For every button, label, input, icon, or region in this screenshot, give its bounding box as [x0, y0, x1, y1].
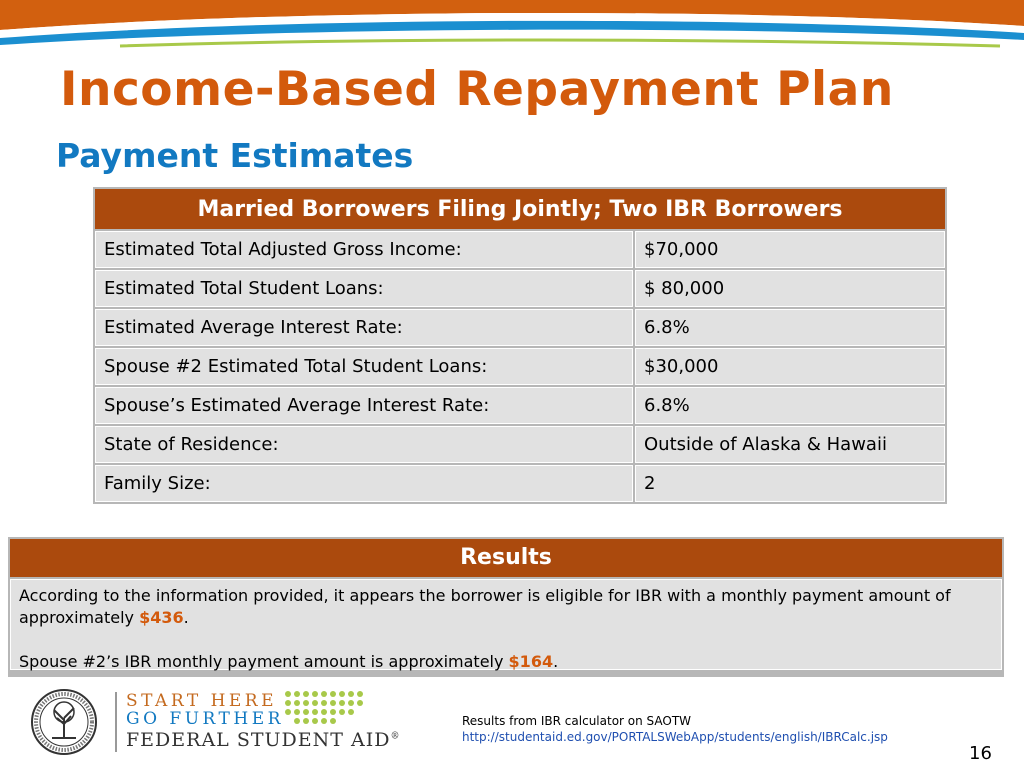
row-label: Family Size: [95, 465, 633, 502]
borrower-payment-amount: $436 [139, 608, 184, 627]
row-value: $30,000 [635, 348, 945, 385]
row-value: $ 80,000 [635, 270, 945, 307]
row-label: Spouse #2 Estimated Total Student Loans: [95, 348, 633, 385]
slide-title: Income-Based Repayment Plan [60, 62, 894, 117]
source-label: Results from IBR calculator on SAOTW [462, 714, 692, 728]
row-label: Estimated Total Student Loans: [95, 270, 633, 307]
page-number: 16 [969, 743, 992, 764]
table-row [95, 348, 945, 385]
results-line2-text: Spouse #2’s IBR monthly payment amount is approximately [19, 652, 509, 671]
results-line-borrower [19, 585, 993, 629]
table-row [95, 426, 945, 463]
row-label: Spouse’s Estimated Average Interest Rate: [95, 387, 633, 424]
results-line1-text: According to the information provided, it appears the borrower is eligible for IBR with a monthly payment amount of approximately [19, 586, 951, 627]
table-row [95, 309, 945, 346]
source-note [462, 713, 888, 745]
registered-mark: ® [390, 731, 401, 742]
department-of-education-seal-icon [30, 688, 98, 756]
logo-federal-student-aid [126, 729, 400, 751]
slide-subtitle: Payment Estimates [56, 136, 414, 175]
top-banner [0, 0, 1024, 50]
table-row [95, 465, 945, 502]
row-label: Estimated Total Adjusted Gross Income: [95, 231, 633, 268]
results-line-spouse [19, 651, 993, 673]
borrower-info-table [93, 187, 947, 504]
row-value: 6.8% [635, 387, 945, 424]
results-header: Results [10, 539, 1002, 577]
table-header-row [95, 189, 945, 229]
results-box [8, 537, 1004, 677]
logo-go-further: GO FURTHER [126, 709, 284, 729]
spouse-payment-amount: $164 [508, 652, 554, 671]
table-row [95, 231, 945, 268]
table-row [95, 270, 945, 307]
results-line1-end: . [183, 608, 189, 627]
row-value: Outside of Alaska & Hawaii [635, 426, 945, 463]
source-link[interactable]: http://studentaid.ed.gov/PORTALSWebApp/students/english/IBRCalc.jsp [462, 730, 888, 744]
table-header: Married Borrowers Filing Jointly; Two IBR Borrowers [95, 189, 945, 229]
row-label: State of Residence: [95, 426, 633, 463]
results-line2-end: . [553, 652, 559, 671]
logo-fsa-text: FEDERAL STUDENT AID [126, 729, 391, 751]
row-value: $70,000 [635, 231, 945, 268]
table-row [95, 387, 945, 424]
logo-start-here: START HERE [126, 691, 278, 711]
logo-dots-icon [280, 688, 370, 728]
fsa-logo [30, 688, 401, 758]
row-label: Estimated Average Interest Rate: [95, 309, 633, 346]
logo-divider [115, 692, 117, 752]
results-body [10, 579, 1002, 670]
row-value: 6.8% [635, 309, 945, 346]
row-value: 2 [635, 465, 945, 502]
